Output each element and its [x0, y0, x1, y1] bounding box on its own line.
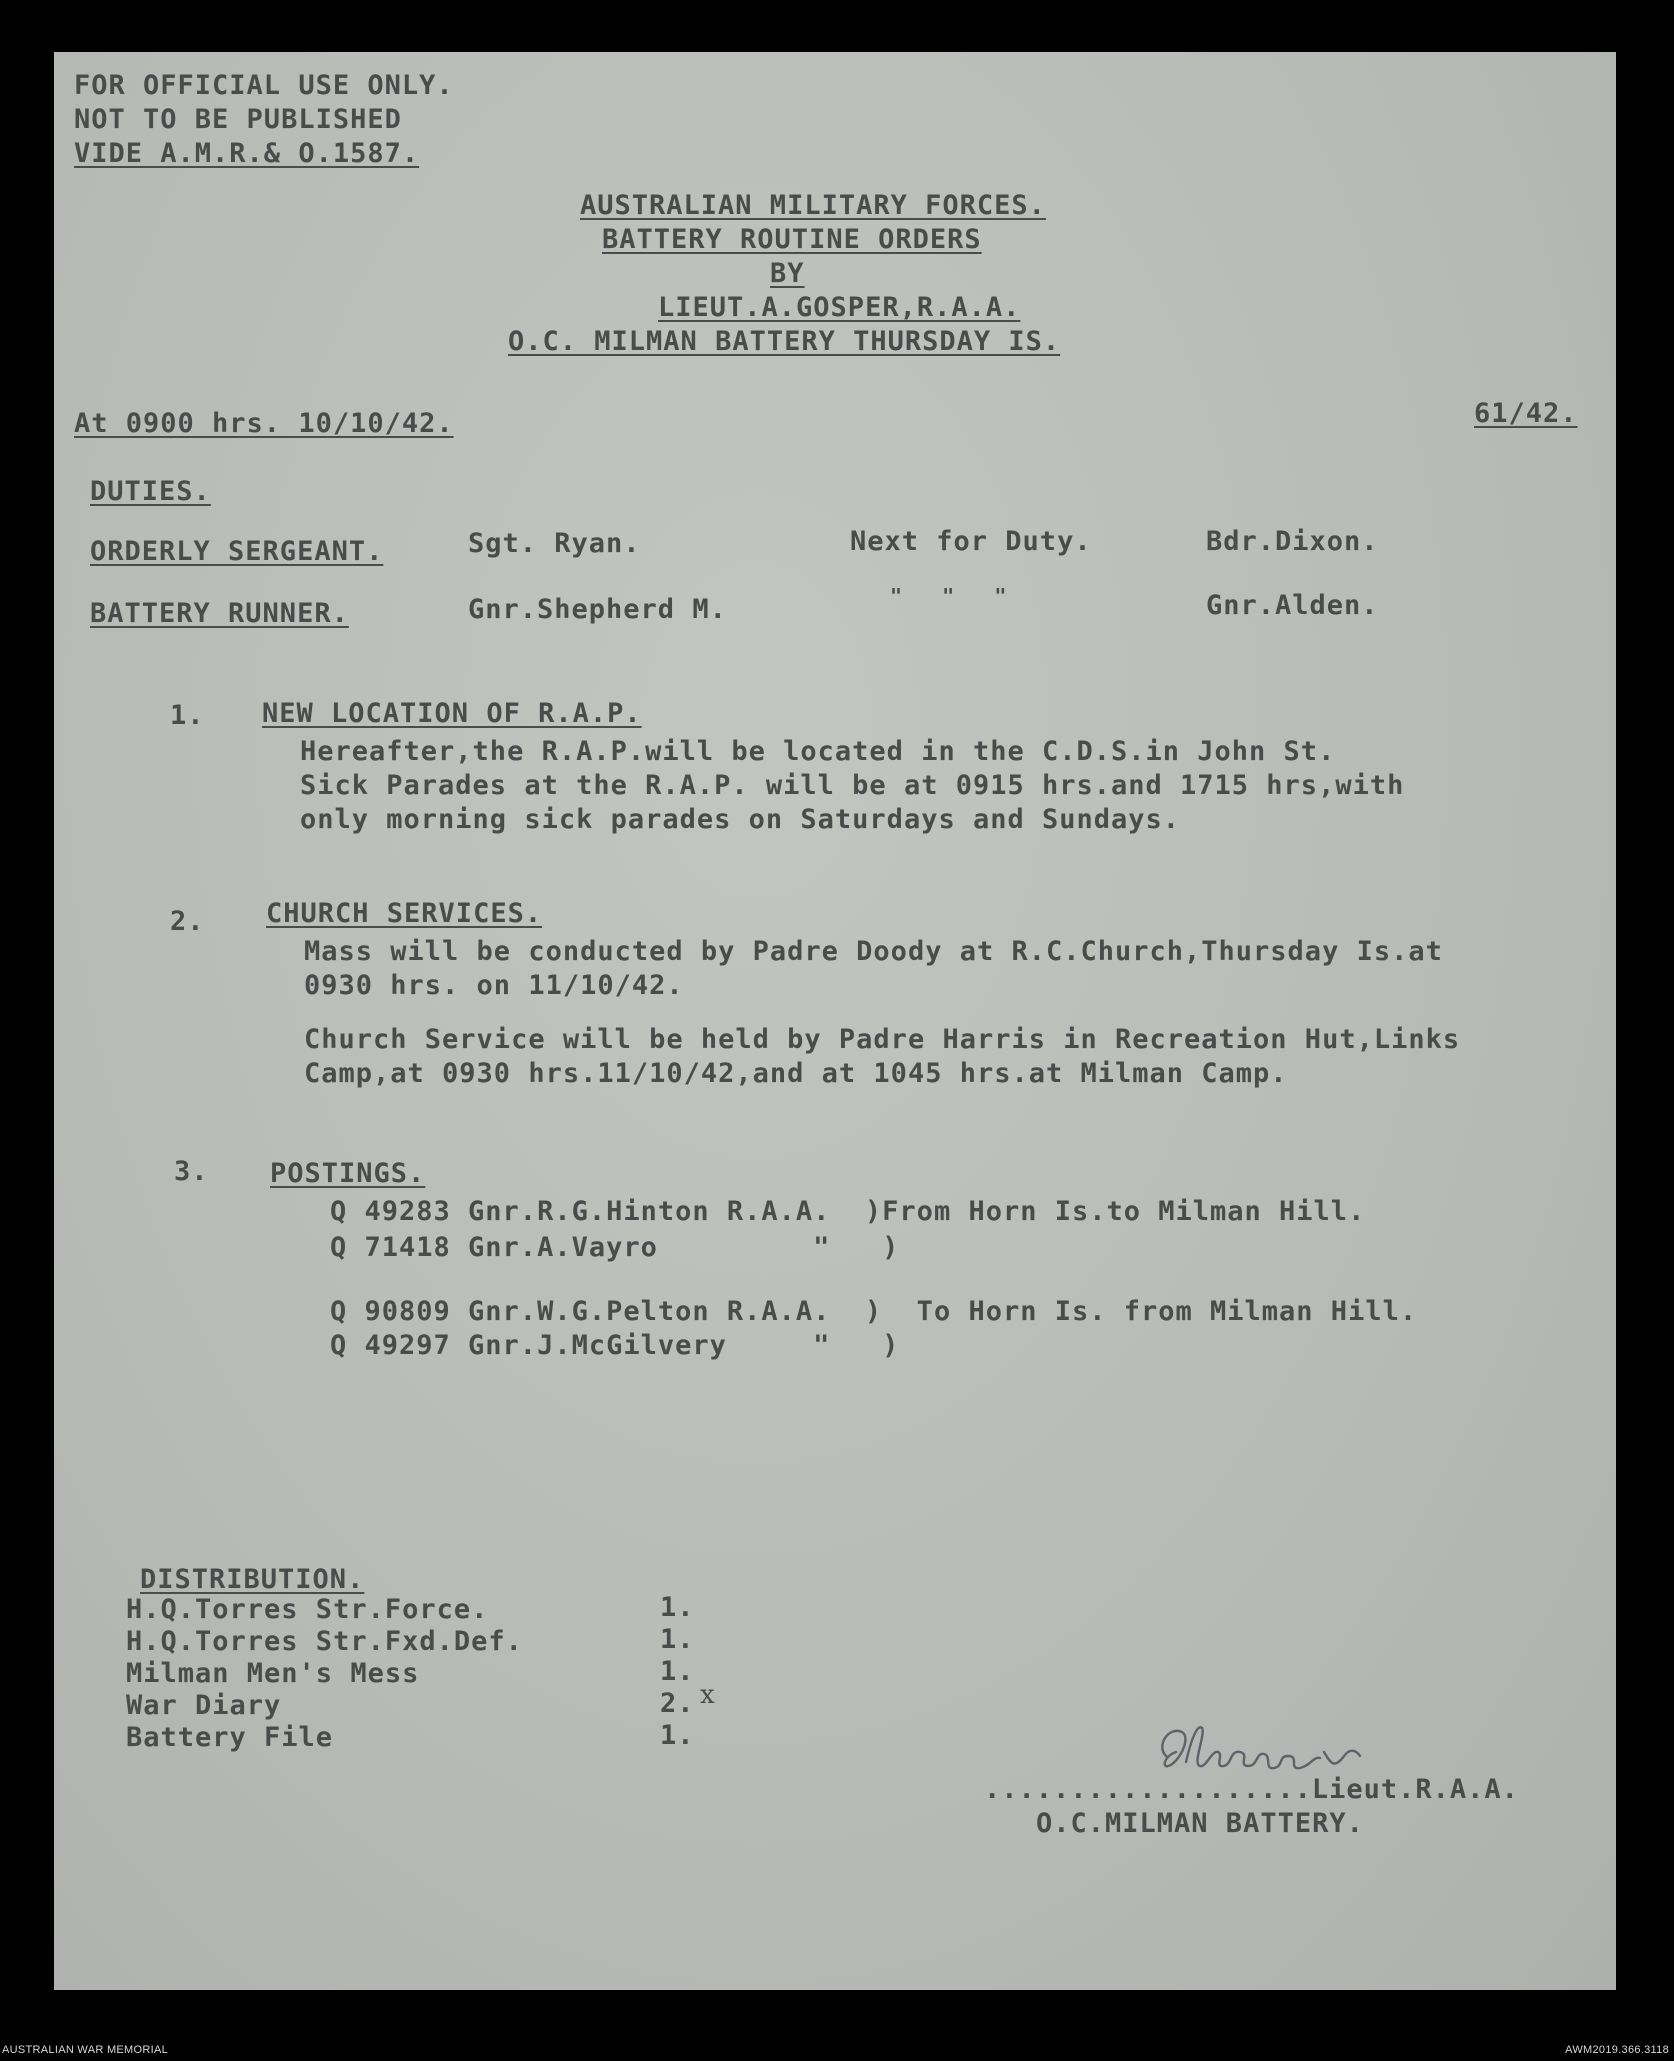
heading-line-5: O.C. MILMAN BATTERY THURSDAY IS.	[508, 326, 1061, 357]
item-line: Camp,at 0930 hrs.11/10/42,and at 1045 hrs.at Milman Camp.	[304, 1058, 1288, 1089]
signature-line: ...................Lieut.R.A.A.	[984, 1774, 1519, 1805]
duty-role: BATTERY RUNNER.	[90, 598, 349, 629]
classification-line-3: VIDE A.M.R.& O.1587.	[74, 138, 420, 169]
duties-title: DUTIES.	[90, 476, 211, 507]
duty-role: ORDERLY SERGEANT.	[90, 536, 384, 567]
heading-line-2: BATTERY ROUTINE ORDERS	[602, 224, 982, 255]
item-title: CHURCH SERVICES.	[266, 898, 543, 929]
item-line: Church Service will be held by Padre Harris in Recreation Hut,Links	[304, 1024, 1461, 1055]
distribution-to: Milman Men's Mess	[126, 1658, 420, 1689]
distribution-copies: 1.	[660, 1720, 695, 1751]
duty-name: Gnr.Shepherd M.	[468, 594, 727, 625]
footer-reference: AWM2019.366.3118	[1565, 2044, 1669, 2056]
distribution-to: H.Q.Torres Str.Force.	[126, 1594, 489, 1625]
duty-next: Bdr.Dixon.	[1206, 526, 1379, 557]
distribution-title: DISTRIBUTION.	[140, 1564, 365, 1595]
heading-line-1: AUSTRALIAN MILITARY FORCES.	[580, 190, 1046, 221]
duty-next-label: Next for Duty.	[850, 526, 1092, 557]
duty-next-label: " " "	[890, 584, 1008, 608]
item-number: 2.	[170, 906, 205, 937]
item-number: 1.	[170, 700, 205, 731]
item-line: 0930 hrs. on 11/10/42.	[304, 970, 684, 1001]
distribution-copies: 1.	[660, 1624, 695, 1655]
item-line: only morning sick parades on Saturdays and Sundays.	[300, 804, 1181, 835]
heading-line-4: LIEUT.A.GOSPER,R.A.A.	[658, 292, 1021, 323]
classification-line-2: NOT TO BE PUBLISHED	[74, 104, 402, 135]
item-line: Sick Parades at the R.A.P. will be at 0915 hrs.and 1715 hrs,with	[300, 770, 1405, 801]
item-line: Hereafter,the R.A.P.will be located in the C.D.S.in John St.	[300, 736, 1336, 767]
item-title: NEW LOCATION OF R.A.P.	[262, 698, 642, 729]
distribution-copies: 2.	[660, 1688, 695, 1719]
duty-next: Gnr.Alden.	[1206, 590, 1379, 621]
distribution-to: H.Q.Torres Str.Fxd.Def.	[126, 1626, 523, 1657]
heading-line-3: BY	[770, 258, 805, 289]
item-line: Mass will be conducted by Padre Doody at R.C.Church,Thursday Is.at	[304, 936, 1443, 967]
classification-line-1: FOR OFFICIAL USE ONLY.	[74, 70, 454, 101]
order-time: At 0900 hrs. 10/10/42.	[74, 408, 454, 439]
handwritten-mark: x	[700, 1680, 716, 1710]
posting-line: Q 71418 Gnr.A.Vayro " )	[330, 1232, 900, 1263]
posting-line: Q 49297 Gnr.J.McGilvery " )	[330, 1330, 900, 1361]
posting-line: Q 49283 Gnr.R.G.Hinton R.A.A. )From Horn Is.to Milman Hill.	[330, 1196, 1366, 1227]
item-number: 3.	[174, 1156, 209, 1187]
footer-source: AUSTRALIAN WAR MEMORIAL	[2, 2044, 169, 2056]
signature-title: O.C.MILMAN BATTERY.	[1036, 1808, 1364, 1839]
posting-line: Q 90809 Gnr.W.G.Pelton R.A.A. ) To Horn Is. from Milman Hill.	[330, 1296, 1418, 1327]
distribution-to: War Diary	[126, 1690, 282, 1721]
distribution-copies: 1.	[660, 1592, 695, 1623]
distribution-copies: 1.	[660, 1656, 695, 1687]
item-title: POSTINGS.	[270, 1158, 426, 1189]
duty-name: Sgt. Ryan.	[468, 528, 641, 559]
order-number: 61/42.	[1474, 398, 1578, 429]
distribution-to: Battery File	[126, 1722, 334, 1753]
